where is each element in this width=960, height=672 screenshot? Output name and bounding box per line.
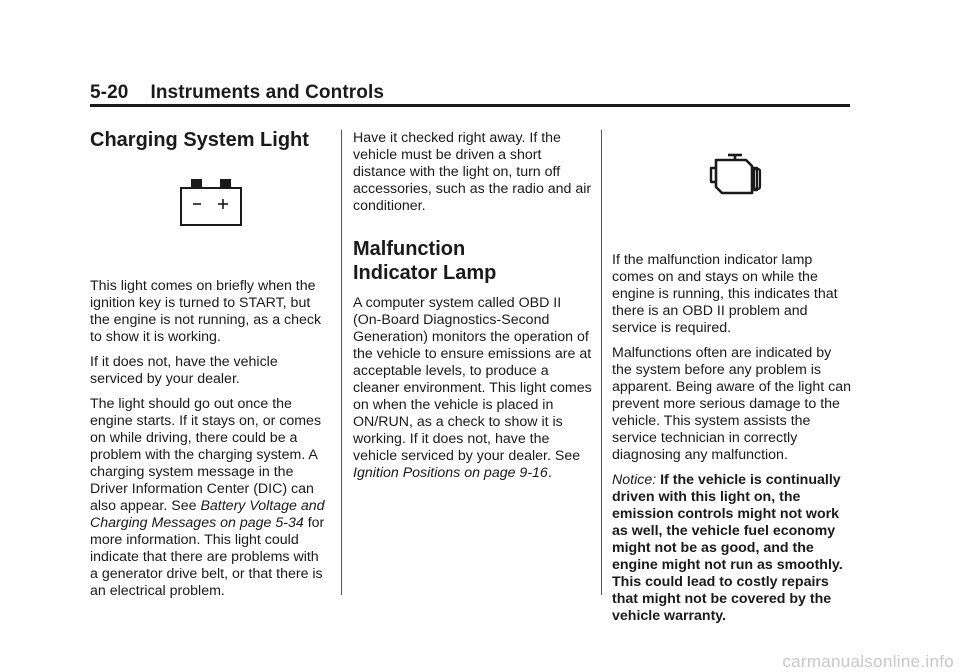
charging-paragraph-3: The light should go out once the engine starts. If it stays on, or comes on while driving, there could be a problem with the charging system. A charging system message in the Driver Information Center (DIC) can also appear. See Battery Voltage and Charging Messages on page 5‑34 for more information. This light could indicate that there are problems with a generator drive belt, or that there is an electrical problem.: [90, 396, 325, 599]
column-left: [90, 128, 330, 608]
header-rule: [90, 104, 850, 107]
column-middle: [353, 130, 593, 490]
battery-voltage-xref[interactable]: Battery Voltage and Charging Messages on page 5‑34: [90, 498, 325, 531]
page-number: 5-20: [90, 82, 129, 103]
charging-system-heading: Charging System Light: [90, 129, 309, 151]
battery-icon: [178, 178, 244, 228]
check-engine-icon: [702, 152, 768, 198]
mil-paragraph-2: Malfunctions often are indicated by the system before any problem is apparent. Being aware of the light can prevent more serious damage to the vehicle. This system assists the service technician in correctly diagnosing any malfunction.: [612, 345, 851, 463]
watermark: carmanualsonline.info: [782, 652, 954, 671]
notice-paragraph: [612, 472, 852, 625]
malfunction-paragraph: A computer system called OBD II (On-Board Diagnostics-Second Generation) monitors the operation of the vehicle to ensure emissions are at acceptable levels, to produce a cleaner environment. This light comes on when the vehicle is placed in ON/RUN, as a check to show it is working. If it does not, have the vehicle serviced by your dealer. See Ignition Positions on page 9‑16.: [353, 295, 592, 481]
section-title: Instruments and Controls: [150, 82, 385, 103]
malfunction-heading: Malfunction Indicator Lamp: [353, 238, 497, 284]
engine-icon-area: [612, 130, 852, 252]
battery-icon-area: [90, 170, 330, 278]
middle-paragraph-1: Have it checked right away. If the vehicle must be driven a short distance with the light on, turn off accessories, such as the radio and air conditioner.: [353, 130, 592, 214]
column-divider: [341, 130, 342, 595]
charging-paragraph-1: This light comes on briefly when the ignition key is turned to START, but the engine is not running, as a check to show it is working.: [90, 278, 322, 345]
column-right: [612, 130, 852, 633]
page-header: [90, 82, 848, 104]
notice-label: Notice:: [612, 472, 657, 488]
mil-paragraph-1: If the malfunction indicator lamp comes on and stays on while the engine is running, this indicates that there is an OBD II problem and service is required.: [612, 252, 838, 336]
charging-paragraph-2: If it does not, have the vehicle serviced by your dealer.: [90, 354, 278, 387]
column-divider: [601, 130, 602, 595]
ignition-positions-xref[interactable]: Ignition Positions on page 9‑16: [353, 465, 548, 481]
notice-text: If the vehicle is continually driven with this light on, the emission controls might not work as well, the vehicle fuel economy might not be as good, and the engine might not run as smoothly. This could lead to costly repairs that might not be covered by the vehicle warranty.: [612, 472, 843, 624]
